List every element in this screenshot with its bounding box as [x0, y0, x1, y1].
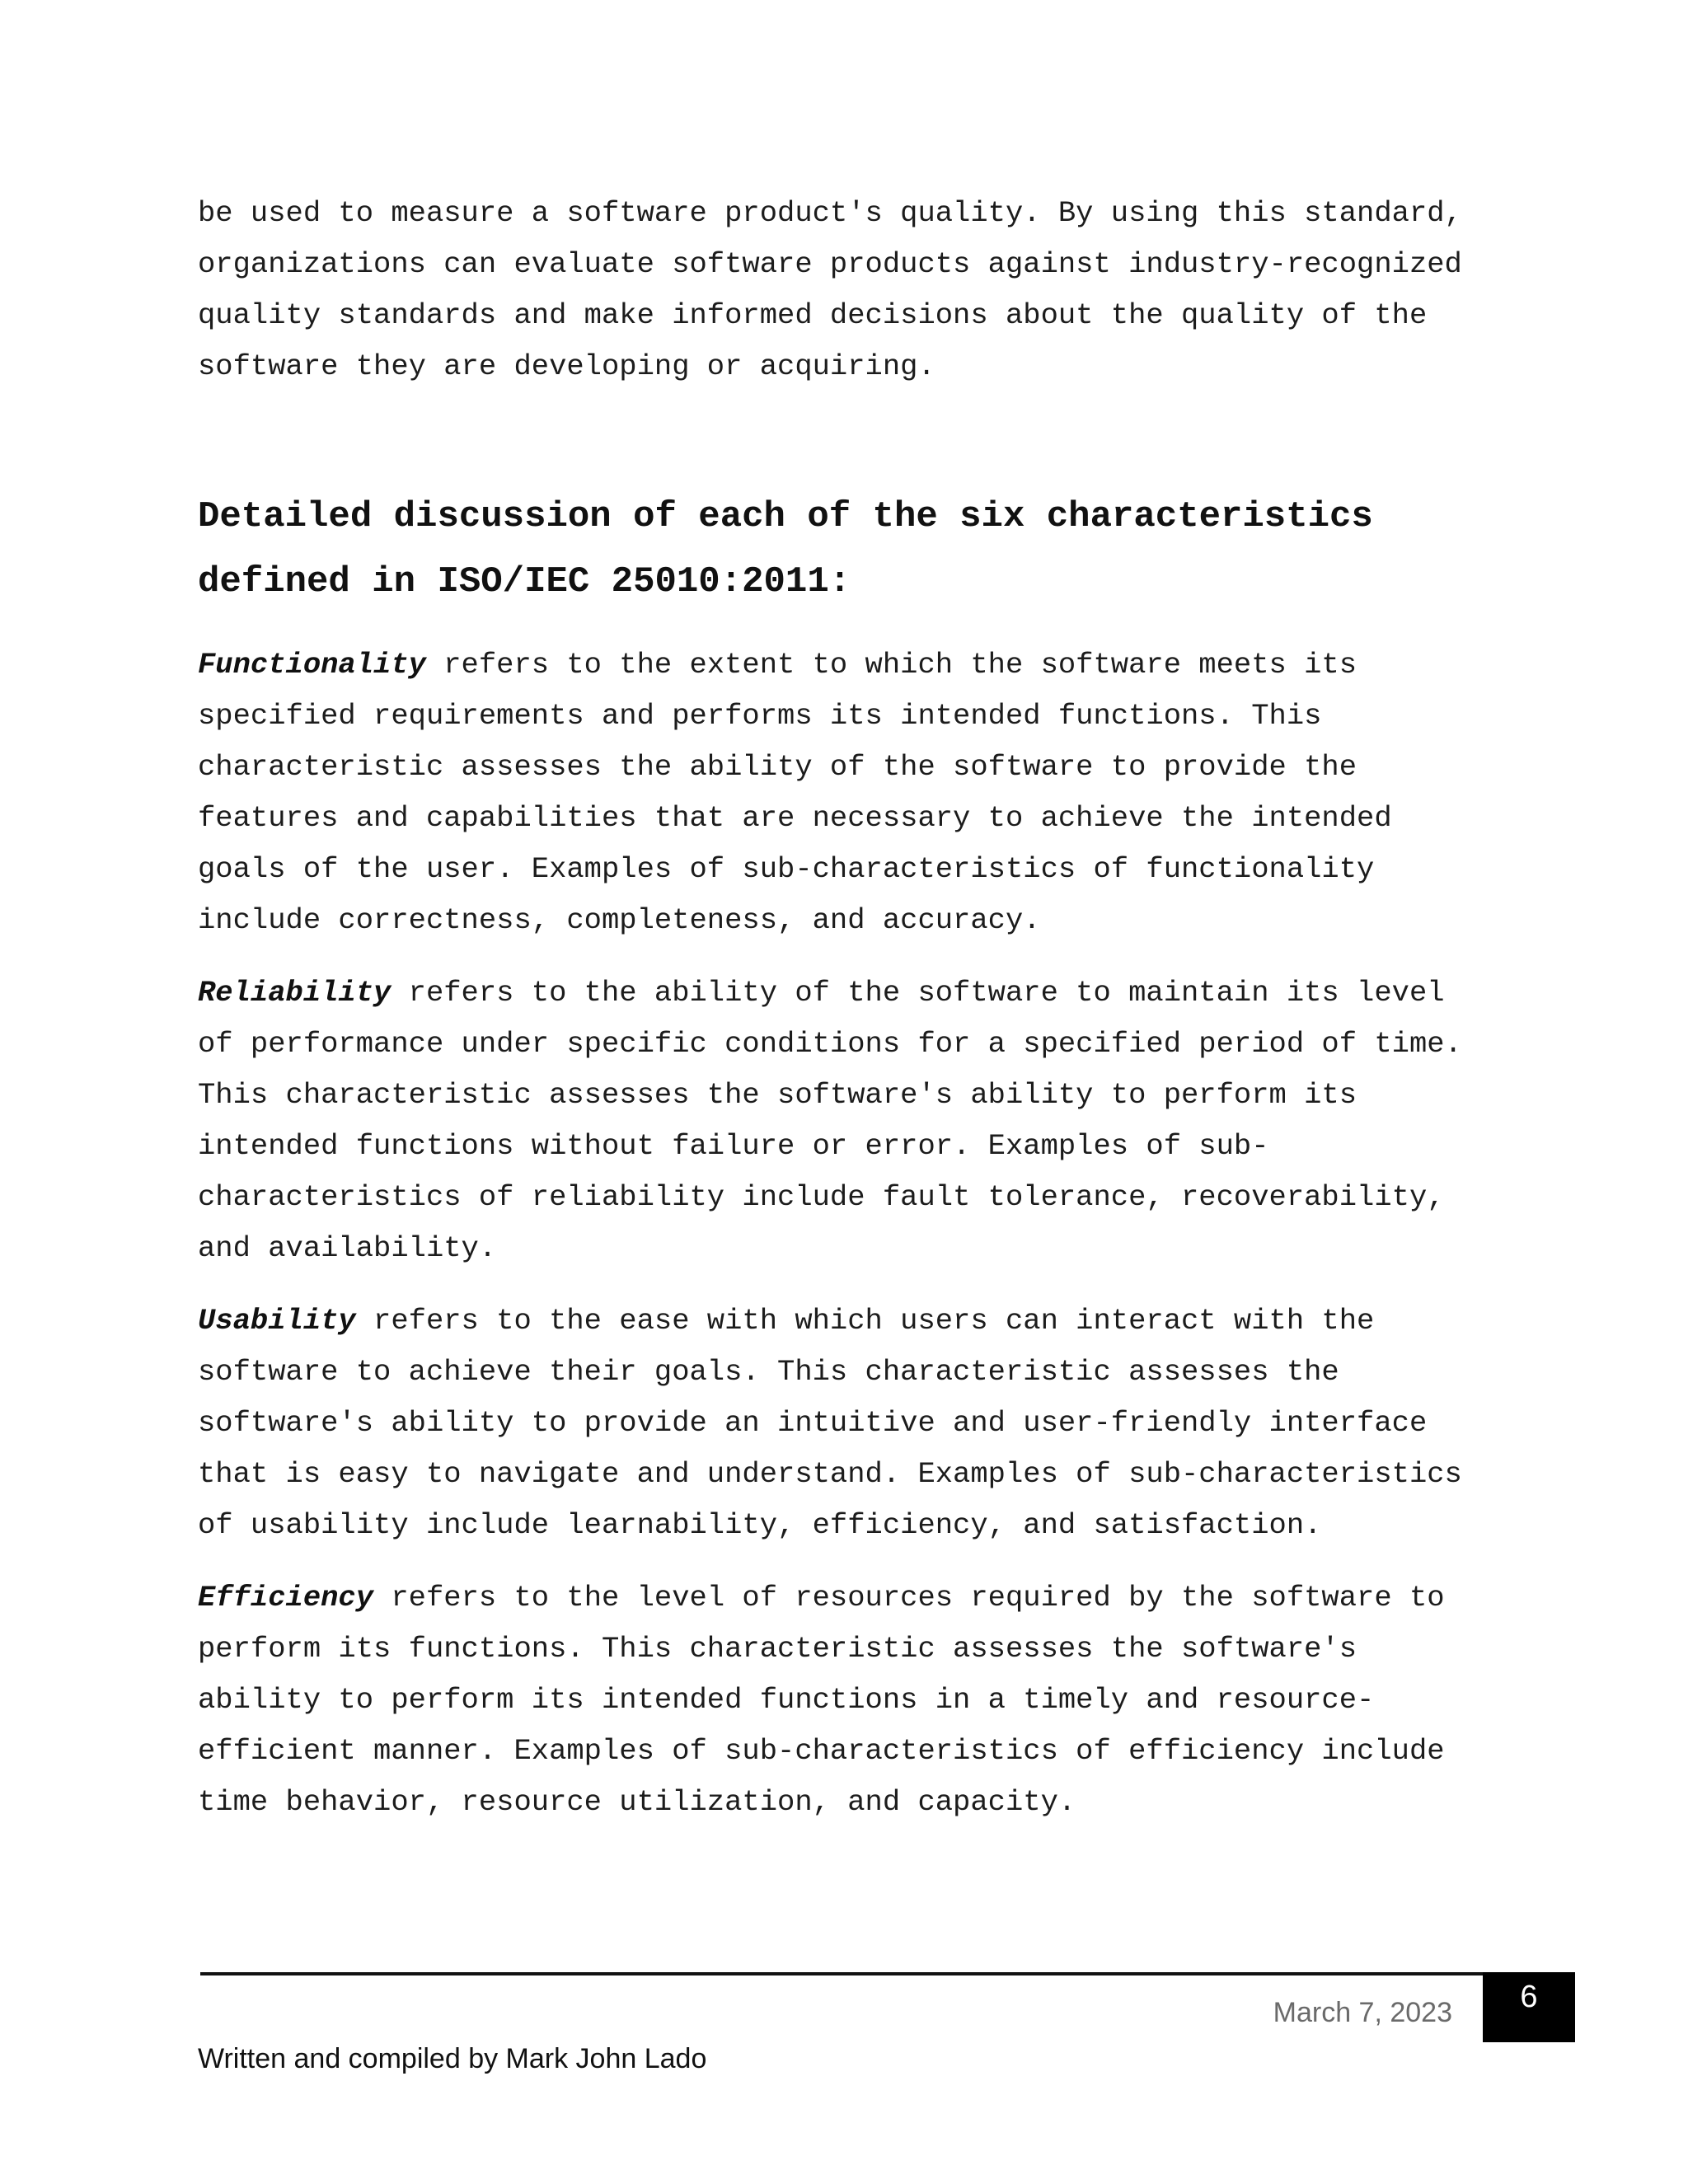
- term-efficiency: Efficiency: [198, 1581, 374, 1615]
- footer-author: Written and compiled by Mark John Lado: [198, 2043, 707, 2074]
- term-reliability: Reliability: [198, 976, 392, 1010]
- characteristics-list: [198, 640, 1484, 1849]
- definition-functionality: refers to the extent to which the software meets its specified requirements and performs its intended functions. This characteristic assesses the ability of the software to provide the features and capabilities that are necessary to achieve the intended goals of the user. Examples of sub-characteristics of functionality include correctness, completeness, and accuracy.: [198, 648, 1392, 937]
- definition-efficiency: refers to the level of resources required by the software to perform its functions. This characteristic assesses the software's ability to perform its intended functions in a timely and resource-efficient manner. Examples of sub-characteristics of efficiency include time behavior, resource utilization, and capacity.: [198, 1581, 1445, 1819]
- page-number: 6: [1483, 1972, 1575, 2042]
- term-usability: Usability: [198, 1304, 356, 1338]
- characteristic-reliability: [198, 968, 1484, 1274]
- characteristic-efficiency: [198, 1572, 1484, 1828]
- characteristic-usability: [198, 1296, 1484, 1551]
- definition-usability: refers to the ease with which users can interact with the software to achieve their goals. This characteristic assesses the software's ability to provide an intuitive and user-friendly interface that is easy to navigate and understand. Examples of sub-characteristics of usability include learnability, efficiency, and satisfaction.: [198, 1304, 1462, 1542]
- definition-reliability: refers to the ability of the software to maintain its level of performance under specific conditions for a specified period of time. This characteristic assesses the software's ability to perform its intended functions without failure or error. Examples of sub-characteristics of reliability include fault tolerance, recoverability, and availability.: [198, 976, 1462, 1265]
- characteristic-functionality: [198, 640, 1484, 946]
- term-functionality: Functionality: [198, 648, 426, 682]
- footer-divider: [200, 1972, 1483, 1975]
- section-heading: Detailed discussion of each of the six characteristics defined in ISO/IEC 25010:2011:: [198, 496, 1373, 602]
- intro-paragraph: be used to measure a software product's quality. By using this standard, organizations can evaluate software products against industry-recognized quality standards and make informed decisions about the quality of the software they are developing or acquiring.: [198, 196, 1462, 383]
- intro-block: [198, 188, 1484, 392]
- footer-date: March 7, 2023: [1273, 1997, 1452, 2028]
